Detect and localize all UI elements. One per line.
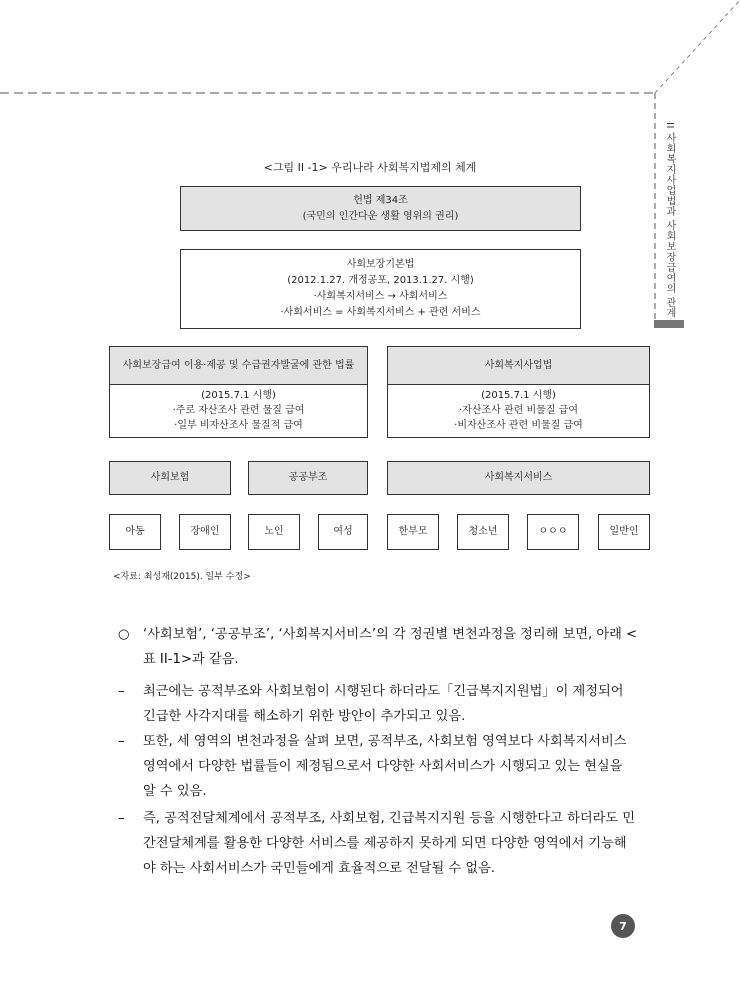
body-paragraph-4 bbox=[118, 806, 638, 881]
target-disabled: 장애인 bbox=[179, 514, 231, 550]
circle-bullet: ○ bbox=[118, 627, 130, 642]
constitution-title: 헌법 제34조 bbox=[353, 194, 408, 206]
figure-source: <자료: 최성재(2015). 일부 수정> bbox=[113, 572, 251, 582]
target-single-parent: 한부모 bbox=[387, 514, 439, 550]
benefit-law-line1: (2015.7.1 시행) bbox=[201, 390, 276, 401]
framework-act-box bbox=[180, 249, 581, 329]
target-women: 여성 bbox=[318, 514, 368, 550]
target-elderly: 노인 bbox=[248, 514, 300, 550]
welfare-act-title: 사회복지사업법 bbox=[388, 347, 649, 385]
welfare-act-box bbox=[387, 346, 650, 438]
welfare-act-line2: ·자산조사 관련 비물질 급여 bbox=[459, 405, 578, 416]
body-paragraph-2 bbox=[118, 679, 638, 729]
dash-bullet: – bbox=[118, 684, 125, 699]
benefit-law-line2: ·주로 자산조사 관련 물질 급여 bbox=[172, 405, 305, 416]
target-child: 아동 bbox=[109, 514, 161, 550]
paragraph-text: 즉, 공적전달체계에서 공적부조, 사회보험, 긴급복지지원 등을 시행한다고 하더라도 민간전달체계를 활용한 다양한 서비스를 제공하지 못하게 되면 다양한 영역에서 기능해야 하는 사회서비스가 국민들에게 효율적으로 전달될 수 없음. bbox=[143, 811, 635, 876]
target-general: 일반인 bbox=[598, 514, 650, 550]
figure-caption: <그림 II -1> 우리나라 사회복지법제의 체계 bbox=[263, 161, 477, 174]
sidebar-marker-bar bbox=[654, 320, 684, 328]
framework-act-line3: ·사회서비스 = 사회복지서비스 + 관련 서비스 bbox=[280, 307, 481, 318]
category-social-insurance: 사회보험 bbox=[109, 461, 231, 495]
category-public-assistance: 공공부조 bbox=[248, 461, 368, 495]
target-youth: 청소년 bbox=[457, 514, 509, 550]
category-social-services: 사회복지서비스 bbox=[387, 461, 650, 495]
sidebar-chapter-title: II 사회복지사업법과 사회보장급여의 관계 bbox=[664, 122, 675, 319]
constitution-box bbox=[180, 186, 581, 231]
dash-bullet: – bbox=[118, 734, 125, 749]
dash-bullet: – bbox=[118, 811, 125, 826]
paragraph-text: 또한, 세 영역의 변천과정을 살펴 보면, 공적부조, 사회보험 영역보다 사회복지서비스 영역에서 다양한 법률들이 제정됨으로서 다양한 사회서비스가 시행되고 있는 현실을 알 수 있음. bbox=[143, 734, 627, 799]
paragraph-text: 최근에는 공적부조와 사회보험이 시행된다 하더라도「긴급복지지원법」이 제정되어 긴급한 사각지대를 해소하기 위한 방안이 추가되고 있음. bbox=[143, 684, 624, 724]
framework-act-title: 사회보장기본법 bbox=[346, 259, 415, 270]
body-paragraph-1 bbox=[118, 622, 638, 672]
body-paragraph-3 bbox=[118, 729, 638, 804]
framework-act-line2: ·사회복지서비스 → 사회서비스 bbox=[313, 291, 448, 302]
welfare-act-line3: ·비자산조사 관련 비물질 급여 bbox=[454, 420, 583, 431]
target-etc: ㅇㅇㅇ bbox=[527, 514, 579, 550]
benefit-law-box bbox=[109, 346, 368, 438]
page-number-badge: 7 bbox=[611, 914, 635, 938]
framework-act-line1: (2012.1.27. 개정공포, 2013.1.27. 시행) bbox=[287, 275, 474, 286]
constitution-subtitle: (국민의 인간다운 생활 영위의 권리) bbox=[302, 210, 459, 222]
paragraph-text: ‘사회보험’, ‘공공부조’, ‘사회복지서비스’의 각 정권별 변천과정을 정리해 보면, 아래 <표 II-1>과 같음. bbox=[143, 627, 638, 667]
benefit-law-title: 사회보장급여 이용·제공 및 수급권자발굴에 관한 법률 bbox=[110, 347, 367, 385]
welfare-act-line1: (2015.7.1 시행) bbox=[481, 390, 556, 401]
benefit-law-line3: ·일부 비자산조사 물질적 급여 bbox=[174, 420, 303, 431]
